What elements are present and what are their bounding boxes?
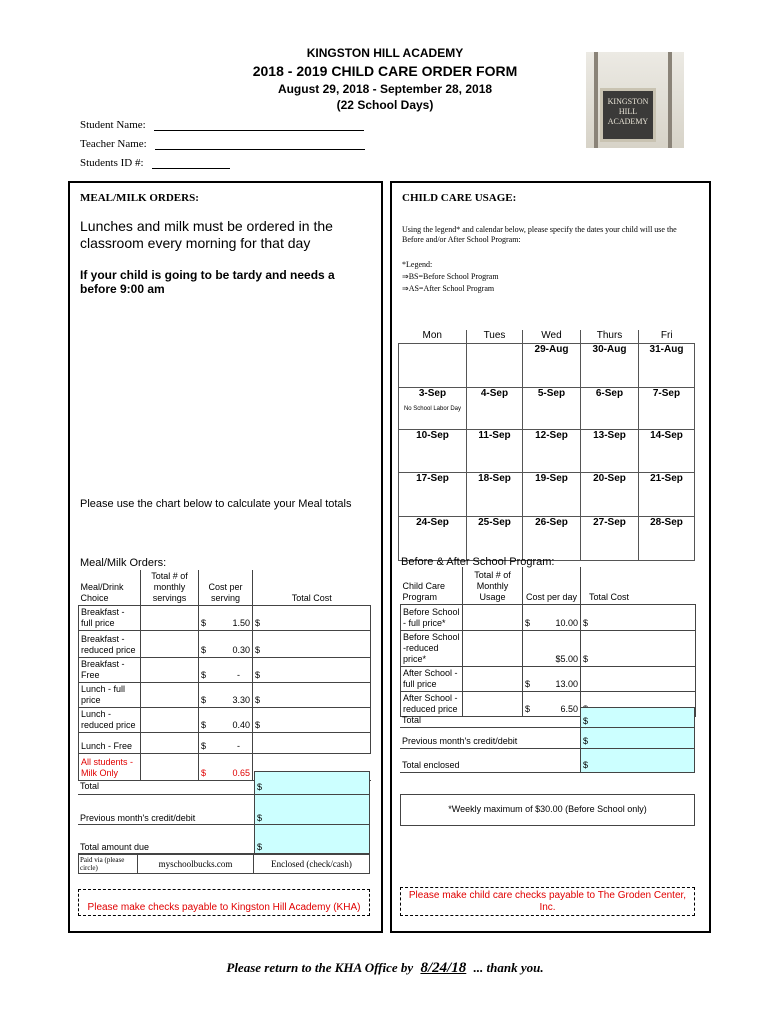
calendar-day[interactable]	[581, 472, 639, 516]
calendar-date: 5-Sep	[537, 387, 566, 399]
calendar-date: 31-Aug	[649, 343, 684, 355]
calendar-date: 28-Sep	[650, 516, 683, 528]
program-table-title: Before & After School Program:	[401, 556, 555, 568]
calendar-week	[399, 387, 695, 429]
calendar-day[interactable]	[467, 343, 523, 387]
program-total-label: Total	[400, 707, 580, 728]
total-cost-input[interactable]	[253, 733, 371, 754]
meal-orders-heading: MEAL/MILK ORDERS:	[80, 192, 199, 204]
usage-input[interactable]	[463, 666, 523, 691]
logo-line: ACADEMY	[607, 117, 649, 126]
dollar-sign: $	[201, 670, 207, 680]
table-header-row	[79, 570, 371, 606]
school-days: (22 School Days)	[336, 98, 434, 112]
cost-value: 0.65	[232, 768, 250, 778]
usage-input[interactable]	[463, 604, 523, 630]
calendar-week	[399, 516, 695, 560]
weekday-label: Fri	[639, 330, 695, 343]
calendar-day[interactable]	[581, 387, 639, 429]
calendar-day[interactable]	[523, 429, 581, 472]
calendar-date: 18-Sep	[478, 472, 511, 484]
table-header-row	[401, 567, 696, 604]
servings-input[interactable]	[141, 658, 199, 683]
cost-cell	[199, 733, 253, 754]
calendar-date: 4-Sep	[480, 387, 509, 399]
weekday-label: Mon	[399, 330, 467, 343]
cost-value: $5.00	[555, 653, 578, 664]
weekly-max-note: *Weekly maximum of $30.00 (Before School only)	[400, 794, 695, 826]
dollar-sign: $	[201, 695, 207, 705]
total-cost-input[interactable]: $	[253, 683, 371, 708]
column-header: Total Cost	[581, 567, 696, 604]
calendar-date: 29-Aug	[534, 343, 569, 355]
calendar-week	[399, 429, 695, 472]
cost-value: 3.30	[232, 695, 250, 705]
teacher-name-field[interactable]	[80, 138, 365, 150]
meal-choice: All students - Milk Only	[79, 754, 141, 781]
dollar-sign: $	[201, 741, 207, 751]
weekday-label: Tues	[467, 330, 523, 343]
amount-due-input[interactable]: $	[254, 825, 370, 854]
table-row	[79, 708, 371, 733]
dollar-sign: $	[201, 720, 207, 730]
cost-cell	[199, 708, 253, 733]
calendar-date: 17-Sep	[416, 472, 449, 484]
cost-value: -	[237, 741, 240, 751]
column-header: Total # of Monthly Usage	[463, 567, 523, 604]
calendar-date: 12-Sep	[535, 429, 568, 441]
form-title: 2018 - 2019 CHILD CARE ORDER FORM	[252, 63, 518, 79]
weekday-label: Wed	[523, 330, 581, 343]
student-name-input[interactable]	[154, 119, 364, 131]
calendar-week	[399, 343, 695, 387]
return-text: Please return to the KHA Office by	[226, 960, 414, 975]
amount-due-label: Total amount due	[78, 825, 254, 854]
child-care-instruction: Using the legend* and calendar below, please specify the dates your child will use the Before and/or After School Program:	[402, 225, 677, 244]
academy-sign-photo	[586, 52, 684, 148]
total-cost-input[interactable]: $	[581, 604, 696, 630]
legend-after-school: ⇒AS=After School Program	[402, 284, 495, 293]
cost-value: 6.50	[560, 703, 578, 714]
calendar	[398, 330, 695, 561]
calendar-day[interactable]	[399, 472, 467, 516]
holiday-note: No School Labor Day	[403, 405, 462, 412]
meal-orders-table	[78, 570, 371, 781]
cost-cell	[523, 630, 581, 666]
column-header: Total Cost	[253, 570, 371, 606]
calendar-day[interactable]	[523, 343, 581, 387]
paid-via-label: Paid via (please circle)	[78, 854, 138, 874]
calendar-day	[399, 387, 467, 429]
usage-input[interactable]	[463, 630, 523, 666]
table-row	[79, 606, 371, 631]
total-cost-input[interactable]: $	[581, 630, 696, 666]
program-credit-label: Previous month's credit/debit	[400, 728, 580, 749]
table-row	[79, 631, 371, 658]
calendar-day[interactable]	[523, 387, 581, 429]
date-range: August 29, 2018 - September 28, 2018	[277, 82, 493, 96]
calendar-week	[399, 472, 695, 516]
child-care-heading: CHILD CARE USAGE:	[402, 192, 517, 204]
calendar-day[interactable]	[639, 472, 695, 516]
student-id-field[interactable]	[80, 157, 230, 169]
legend-before-school: ⇒BS=Before School Program	[402, 272, 499, 281]
teacher-name-label: Teacher Name:	[80, 138, 147, 150]
total-cost-input[interactable]: $	[253, 631, 371, 658]
cost-value: 0.40	[232, 720, 250, 730]
calendar-day[interactable]	[639, 387, 695, 429]
total-cost-input[interactable]: $	[253, 658, 371, 683]
meal-choice: Breakfast - reduced price	[79, 631, 141, 658]
calendar-date: 13-Sep	[593, 429, 626, 441]
cost-cell	[199, 606, 253, 631]
return-date: 8/24/18	[420, 960, 467, 976]
calendar-day[interactable]	[581, 516, 639, 560]
school-name: KINGSTON HILL ACADEMY	[306, 46, 464, 60]
student-name-label: Student Name:	[80, 119, 146, 131]
cost-value: 1.50	[232, 618, 250, 628]
calendar-day[interactable]	[639, 343, 695, 387]
credit-input[interactable]: $	[254, 795, 370, 825]
servings-input[interactable]	[141, 606, 199, 631]
dollar-sign: $	[201, 768, 207, 778]
table-row	[401, 604, 696, 630]
calendar-day[interactable]	[523, 472, 581, 516]
logo-line: KINGSTON	[607, 97, 649, 106]
calendar-date: 10-Sep	[416, 429, 449, 441]
column-header: Total # of monthly servings	[141, 570, 199, 606]
dollar-sign: $	[201, 618, 207, 628]
dollar-sign: $	[525, 703, 531, 714]
cost-cell	[523, 666, 581, 691]
pay-option-enclosed[interactable]: Enclosed (check/cash)	[254, 854, 370, 874]
meal-choice: Lunch - full price	[79, 683, 141, 708]
cost-cell	[199, 658, 253, 683]
pay-option-online[interactable]: myschoolbucks.com	[138, 854, 254, 874]
program-name: After School - full price	[401, 666, 463, 691]
student-id-label: Students ID #:	[80, 157, 144, 169]
calendar-date: 11-Sep	[478, 429, 511, 441]
calendar-date: 30-Aug	[592, 343, 627, 355]
chart-note: Please use the chart below to calculate your Meal totals	[80, 498, 352, 510]
table-row	[79, 658, 371, 683]
total-label: Total	[78, 771, 254, 795]
cost-value: 13.00	[555, 678, 578, 689]
column-header: Cost per day	[523, 567, 581, 604]
table-row	[401, 666, 696, 691]
care-checks-note: Please make child care checks payable to The Groden Center, Inc.	[400, 887, 695, 916]
program-totals-block	[400, 707, 695, 773]
calendar-date: 25-Sep	[478, 516, 511, 528]
calendar-day[interactable]	[467, 472, 523, 516]
servings-input[interactable]	[141, 683, 199, 708]
table-row	[79, 733, 371, 754]
cost-value: 10.00	[555, 617, 578, 628]
total-cost-input[interactable]	[581, 666, 696, 691]
servings-input[interactable]	[141, 733, 199, 754]
dollar-sign: $	[201, 645, 207, 655]
calendar-date: 20-Sep	[593, 472, 626, 484]
cost-value: 0.30	[232, 645, 250, 655]
weekday-label: Thurs	[581, 330, 639, 343]
calendar-day[interactable]	[467, 516, 523, 560]
cost-value: -	[237, 670, 240, 680]
column-header: Child Care Program	[401, 567, 463, 604]
program-name: Before School - full price*	[401, 604, 463, 630]
calendar-date: 24-Sep	[416, 516, 449, 528]
program-credit-input[interactable]: $	[580, 728, 695, 749]
cost-cell	[199, 683, 253, 708]
table-row	[401, 630, 696, 666]
column-header: Cost per serving	[199, 570, 253, 606]
meal-checks-note: Please make checks payable to Kingston Hill Academy (KHA)	[78, 889, 370, 916]
meal-instruction: Lunches and milk must be ordered in the classroom every morning for that day	[80, 218, 333, 251]
table-row	[79, 683, 371, 708]
program-name: After School - reduced price	[401, 691, 463, 716]
calendar-day[interactable]	[399, 429, 467, 472]
calendar-date: 26-Sep	[535, 516, 568, 528]
calendar-date: 21-Sep	[650, 472, 683, 484]
meal-choice: Breakfast - full price	[79, 606, 141, 631]
calendar-day[interactable]	[399, 516, 467, 560]
total-cost-input[interactable]: $	[253, 708, 371, 733]
calendar-day[interactable]	[467, 429, 523, 472]
calendar-date: 7-Sep	[652, 387, 681, 399]
meal-table-title: Meal/Milk Orders:	[80, 557, 167, 569]
student-name-field[interactable]	[80, 119, 364, 131]
return-instruction	[0, 960, 770, 977]
calendar-date: 14-Sep	[650, 429, 683, 441]
meal-choice: Lunch - reduced price	[79, 708, 141, 733]
total-input[interactable]: $	[254, 771, 370, 795]
student-id-input[interactable]	[152, 157, 230, 169]
calendar-day[interactable]	[581, 343, 639, 387]
calendar-day[interactable]	[523, 516, 581, 560]
dollar-sign: $	[525, 678, 531, 689]
meal-choice: Breakfast - Free	[79, 658, 141, 683]
calendar-date: 19-Sep	[535, 472, 568, 484]
credit-label: Previous month's credit/debit	[78, 795, 254, 825]
calendar-day[interactable]	[399, 343, 467, 387]
program-table	[400, 567, 696, 717]
calendar-day[interactable]	[639, 516, 695, 560]
logo-line: HILL	[618, 107, 638, 116]
calendar-day[interactable]	[581, 429, 639, 472]
tardy-note: If your child is going to be tardy and needs a before 9:00 am	[80, 268, 335, 296]
calendar-day[interactable]	[639, 429, 695, 472]
program-total-input[interactable]: $	[580, 707, 695, 728]
servings-input[interactable]	[141, 708, 199, 733]
teacher-name-input[interactable]	[155, 138, 365, 150]
legend-title: *Legend:	[402, 260, 433, 269]
program-name: Before School -reduced price*	[401, 630, 463, 666]
total-enclosed-input[interactable]: $	[580, 749, 695, 773]
total-enclosed-label: Total enclosed	[400, 749, 580, 773]
cost-cell	[523, 604, 581, 630]
academy-sign	[600, 88, 656, 142]
calendar-date: 6-Sep	[595, 387, 624, 399]
calendar-date: 3-Sep	[418, 387, 447, 399]
calendar-day[interactable]	[467, 387, 523, 429]
total-cost-input[interactable]: $	[253, 606, 371, 631]
calendar-date: 27-Sep	[593, 516, 626, 528]
thanks-text: ... thank you.	[473, 960, 544, 975]
calendar-weekday-row	[399, 330, 695, 343]
meal-totals-block	[78, 771, 370, 874]
dollar-sign: $	[525, 617, 531, 628]
cost-cell	[199, 631, 253, 658]
column-header: Meal/Drink Choice	[79, 570, 141, 606]
servings-input[interactable]	[141, 631, 199, 658]
meal-choice: Lunch - Free	[79, 733, 141, 754]
